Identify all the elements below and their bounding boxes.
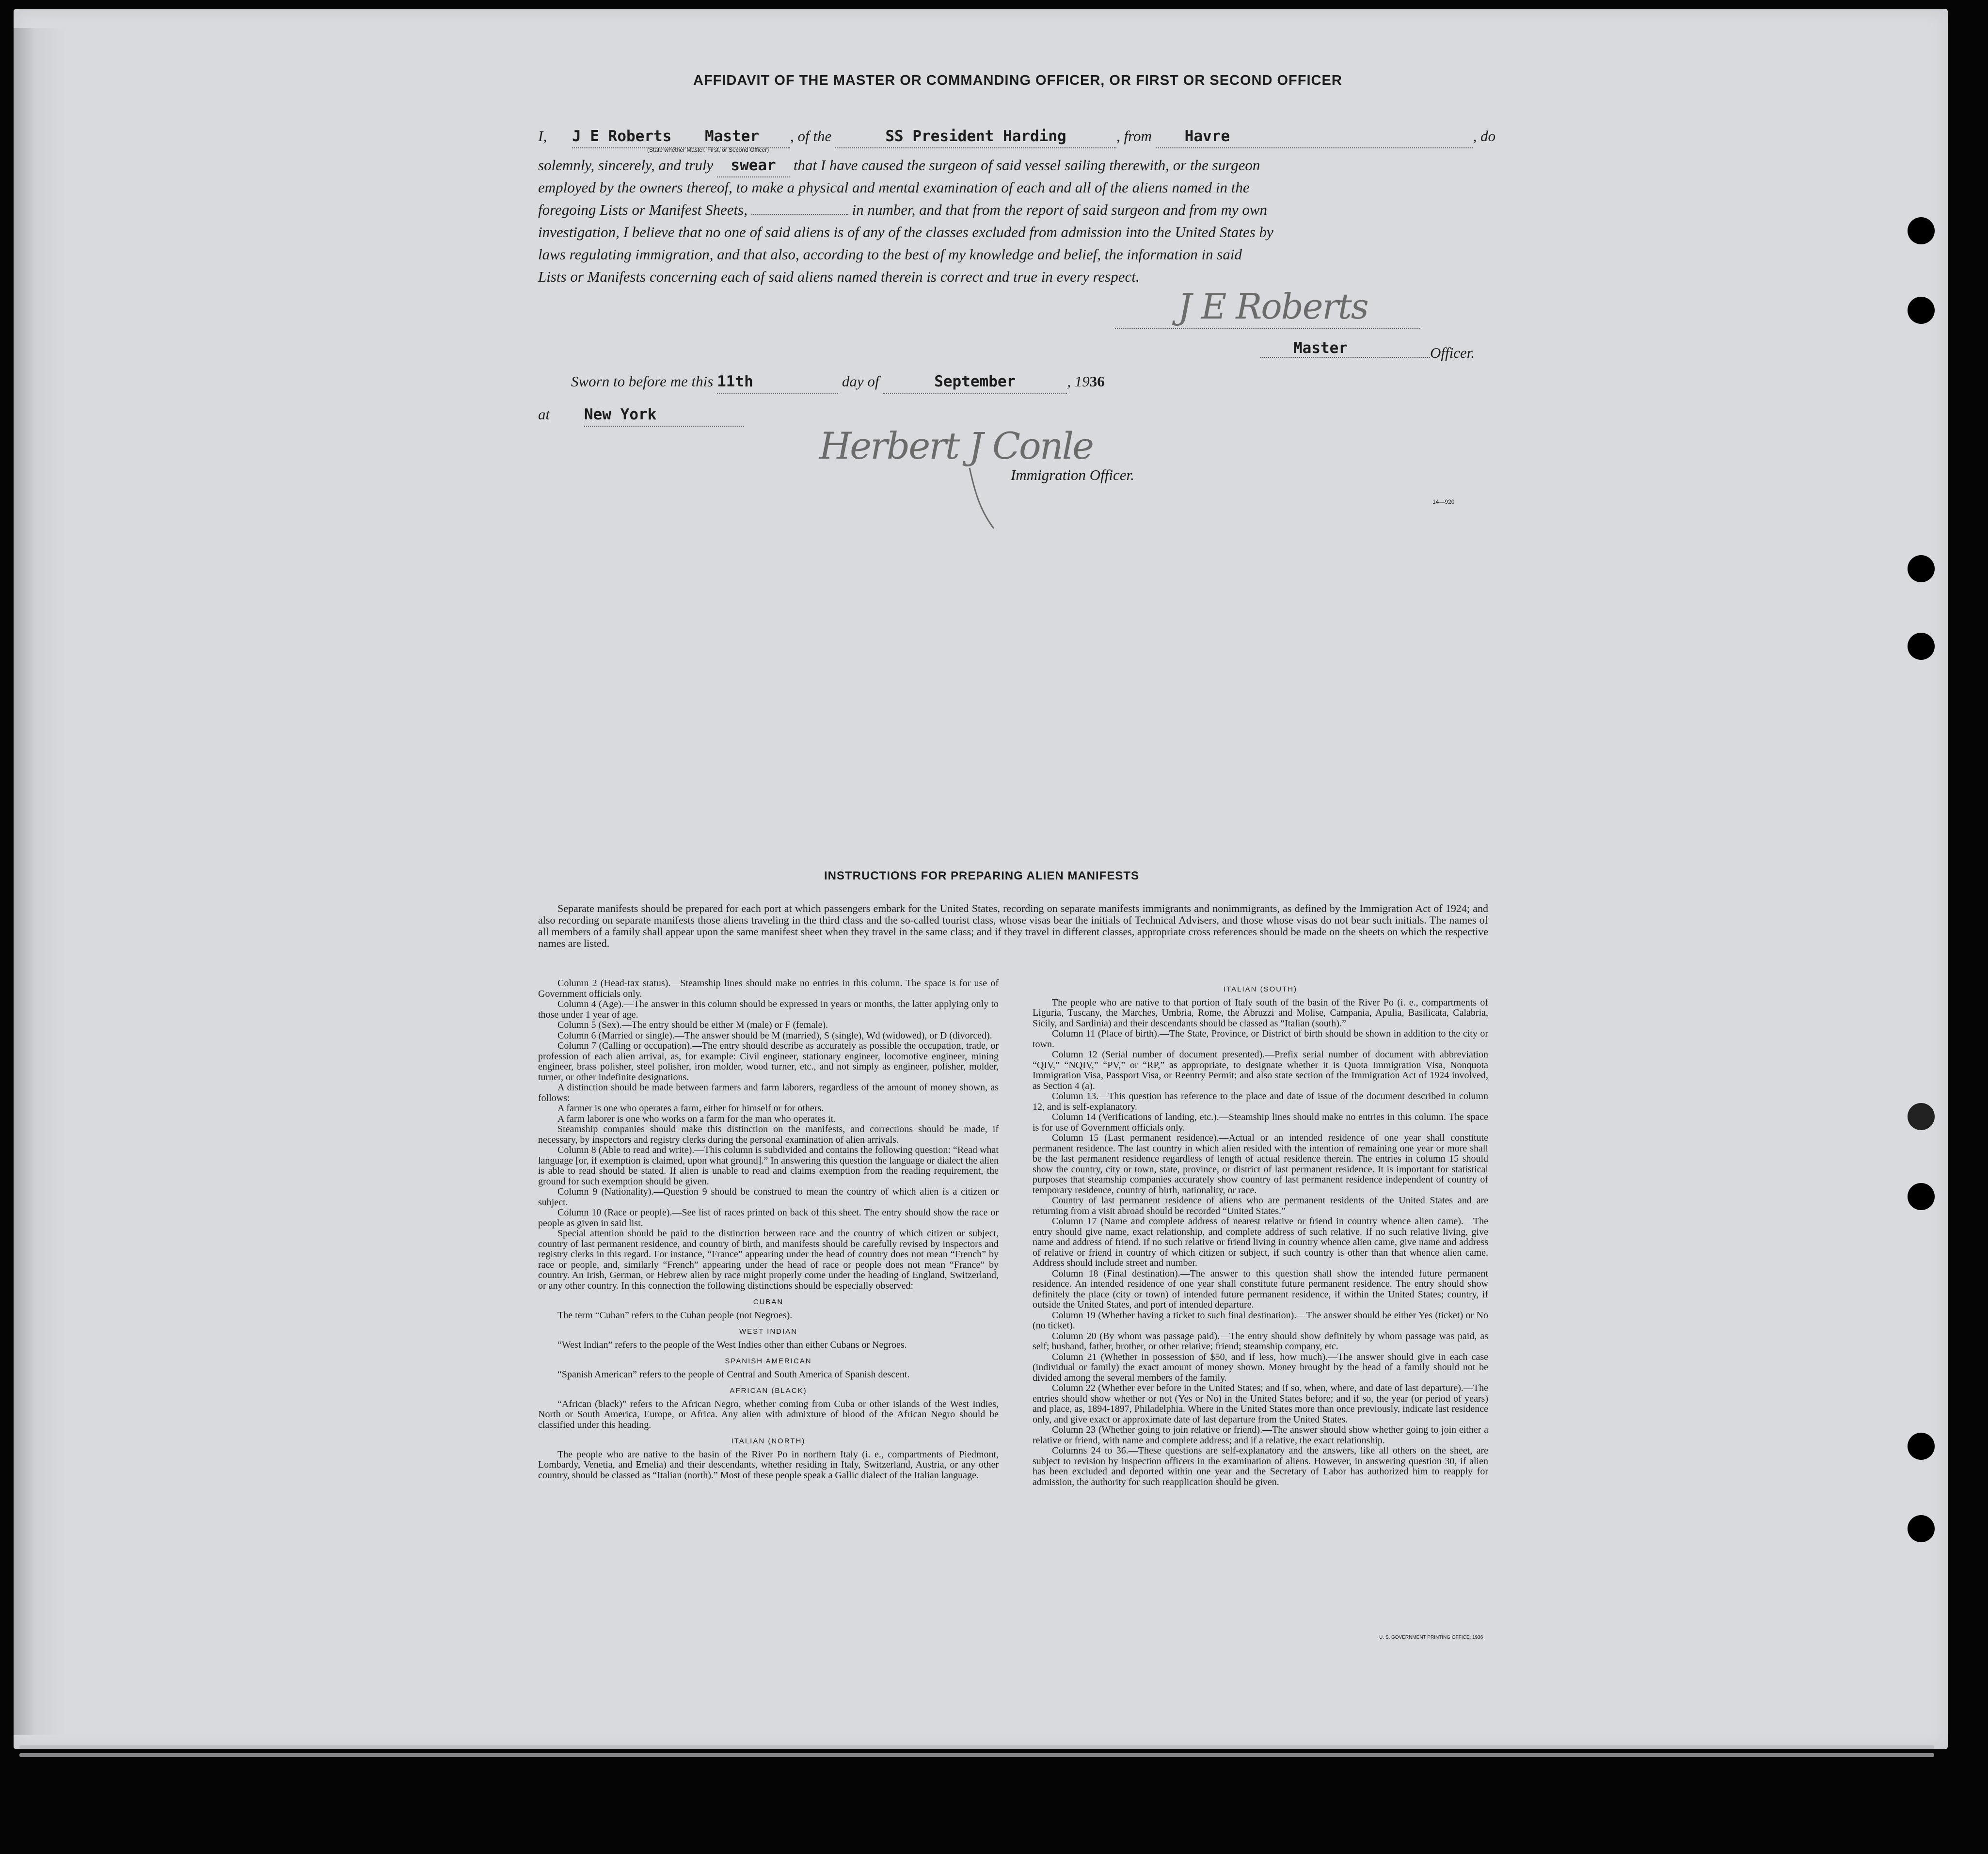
affidavit-line-4 [538, 199, 1267, 221]
affidavit-line-1 [538, 125, 1495, 148]
instruction-paragraph: “West Indian” refers to the people of the West Indies other than either Cubans or Negroes. [557, 1339, 907, 1350]
sworn-month-field: September [883, 370, 1067, 394]
do-text: , do [1473, 128, 1496, 144]
instruction-paragraph: “Spanish American” refers to the people of Central and South America of Spanish descent. [557, 1369, 910, 1380]
rank-note: (State whether Master, First, or Second Officer) [647, 146, 769, 153]
instruction-paragraph: A farmer is one who operates a farm, either for himself or for others. [557, 1103, 824, 1114]
printer-imprint: U. S. GOVERNMENT PRINTING OFFICE: 1936 [1379, 1635, 1483, 1640]
pronoun: I, [538, 128, 547, 144]
count-field [751, 214, 848, 215]
binding-edge [14, 28, 67, 1735]
form-number: 14—920 [1432, 498, 1455, 505]
affidavit-line-3: employed by the owners thereof, to make a physical and mental examination of each and all of the aliens named in the [538, 179, 1250, 196]
instruction-paragraph: Column 4 (Age).—The answer in this column should be expressed in years or months, the latter applying only to those under 1 year of age. [538, 999, 999, 1020]
instruction-paragraph: Columns 24 to 36.—These questions are self-explanatory and the answers, like all others on the sheet, are subject to revision by inspection officers in the examination of aliens. However, in answering question 30, if alien has been excluded and deported within one year and the Secretary of Labor has authorized him to reapply for admission, the authority for such reapplication should be given. [1033, 1445, 1488, 1487]
section-heading: ITALIAN (SOUTH) [1223, 985, 1298, 993]
punch-hole [1908, 1433, 1935, 1460]
master-signature: J E Roberts [1178, 286, 1368, 327]
instruction-paragraph: Special attention should be paid to the distinction between race and the country of which citizen or subject, country of last permanent residence, and country of birth, and manifests should be carefully revised by inspectors and registry clerks in this regard. For instance, “France” appearing under the head of country does not mean “French” by race or people, and, similarly “French” appearing under the head of race or people does not mean “France” by country. An Irish, German, or Hebrew alien by race might properly come under the heading of England, Switzerland, or any other country. In this connection the following distinctions should be especially observed: [538, 1228, 999, 1291]
instruction-paragraph: Column 10 (Race or people).—See list of races printed on back of this sheet. The entry should show the race or people as given in said list. [538, 1207, 999, 1229]
signature-flourish [965, 465, 1008, 533]
instruction-paragraph: Column 21 (Whether in possession of $50, and if less, how much).—The answer should give in each case (individual or family) the exact amount of money shown. Money brought by the head of a family should not be divided among the several members of the family. [1033, 1351, 1488, 1383]
port-field: Havre [1156, 125, 1473, 148]
affidavit-line-6: laws regulating immigration, and that also, according to the best of my knowledge and belief, the information in said [538, 246, 1242, 263]
signature-line [1115, 328, 1420, 329]
instruction-paragraph: A farm laborer is one who works on a farm for the man who operates it. [557, 1113, 836, 1124]
instructions-title: INSTRUCTIONS FOR PREPARING ALIEN MANIFESTS [824, 869, 1140, 882]
instruction-paragraph: Column 13.—This question has reference to the place and date of issue of the document described in column 12, and is self-explanatory. [1033, 1091, 1488, 1112]
punch-hole [1908, 555, 1935, 582]
instruction-paragraph: Column 12 (Serial number of document presented).—Prefix serial number of document with abbreviation “QIV,” “NQIV,” “PV,” or “RP,” as appropriate, to designate whether it is Quota Immigration Visa, Nonquota Immigration Visa, Passport Visa, or Reentry Permit; and also state section of the Immigration Act of 1924 involved, as Section 4 (a). [1033, 1049, 1488, 1091]
year-prefix: , 19 [1067, 373, 1090, 390]
punch-hole [1908, 1103, 1935, 1130]
sworn-place-field: New York [584, 403, 744, 427]
instruction-paragraph: Country of last permanent residence of aliens who are permanent residents of the United States and are returning from a visit abroad should be recorded “United States.” [1033, 1195, 1488, 1216]
section-heading: CUBAN [753, 1298, 784, 1306]
section-heading: SPANISH AMERICAN [725, 1357, 812, 1365]
punch-hole [1908, 633, 1935, 660]
vessel-name-field: SS President Harding [835, 125, 1116, 148]
intro-paragraph: Separate manifests should be prepared for each port at which passengers embark for the United States, recording on separate manifests immigrants and nonimmigrants, as defined by the Immigration Act of 1924; and also recording on separate manifests those aliens traveling in the third class and the so-called tourist class, whose visas bear the initials of Technical Advisers, and those whose visas do not bear such initials. The names of all members of a family shall appear upon the same manifest sheet when they travel in the same class; and if they travel in different classes, appropriate cross references should be made on the sheets on which the respective names are listed. [538, 902, 1488, 949]
section-heading: AFRICAN (BLACK) [730, 1387, 807, 1395]
instruction-paragraph: Column 17 (Name and complete address of nearest relative or friend in country whence alien came).—The entry should give name, exact relationship, and complete address of such relative. If no such relative living, give name and address of friend. If no such relative or friend living in country whence alien came, give name and address of relative or friend in country of which citizen or subject, if such country is other than that whence alien came. Address should include street and number. [1033, 1216, 1488, 1268]
instruction-paragraph: Column 5 (Sex).—The entry should be either M (male) or F (female). [557, 1020, 828, 1030]
instruction-paragraph: The term “Cuban” refers to the Cuban people (not Negroes). [557, 1310, 793, 1321]
officer-rank-row [1260, 339, 1430, 358]
officer-rank-field: Master [1293, 339, 1348, 357]
instruction-paragraph: Column 8 (Able to read and write).—This column is subdivided and contains the following question: “Read what language [or, if exemption is claimed, upon what ground].” In answering this question the language or dialect the alien is able to read should be stated. If alien is unable to read and claims exemption from the reading requirement, the ground for such exemption should be given. [538, 1145, 999, 1187]
instruction-paragraph: Column 19 (Whether having a ticket to such final destination).—The answer should be either Yes (ticket) or No (no ticket). [1033, 1310, 1488, 1331]
instruction-paragraph: Column 18 (Final destination).—The answer to this question shall show the intended future permanent residence. An intended residence of one year shall constitute future permanent residence. The entry should show definitely the place (city or town) of intended future permanent residence, if within the United States; country, if outside the United States, and port of intended departure. [1033, 1268, 1488, 1310]
day-of-text: day of [842, 373, 879, 390]
line2-rest: that I have caused the surgeon of said vessel sailing therewith, or the surgeon [793, 157, 1260, 174]
officer-label: Officer. [1430, 344, 1475, 361]
sworn-place-line [538, 403, 744, 427]
affidavit-title: AFFIDAVIT OF THE MASTER OR COMMANDING OFFICER, OR FIRST OR SECOND OFFICER [693, 73, 1342, 88]
line4-lead: foregoing Lists or Manifest Sheets, [538, 201, 747, 218]
sworn-lead: Sworn to before me this [571, 373, 714, 390]
instruction-paragraph: Column 14 (Verifications of landing, etc.).—Steamship lines should make no entries in this column. The space is for use of Government officials only. [1033, 1112, 1488, 1133]
rank-field: Master [674, 125, 790, 148]
master-name-field: J E Roberts [572, 125, 674, 148]
oath-field: swear [717, 154, 790, 177]
sworn-year: 36 [1089, 373, 1105, 390]
instruction-paragraph: “African (black)” refers to the African Negro, whether coming from Cuba or other islands of the West Indies, North or South America, Europe, or Africa. Any alien with admixture of blood of the African Negro should be classified under this heading. [538, 1398, 999, 1430]
immigration-officer-signature: Herbert J Conle [819, 424, 1093, 467]
instruction-paragraph: Column 2 (Head-tax status).—Steamship lines should make no entries in this column. The space is for use of Government officials only. [538, 978, 999, 999]
instruction-paragraph: Column 15 (Last permanent residence).—Actual or an intended residence of one year shall constitute permanent residence. The last country in which alien resided with the intention of remaining one year or more shall be the last permanent residence regardless of length of actual residence therein. The entries in column 15 should show the country, city or town, state, province, or district of last permanent residence. It is important for statistical purposes that steamship companies accurately show country of last permanent residence independent of country of temporary residence, country of birth, nationality, or race. [1033, 1133, 1488, 1196]
punch-hole [1908, 1515, 1935, 1542]
section-heading: ITALIAN (NORTH) [731, 1437, 806, 1445]
sworn-line [571, 370, 1105, 394]
instruction-paragraph: Column 9 (Nationality).—Question 9 should be construed to mean the country of which alien is a citizen or subject. [538, 1186, 999, 1208]
instructions-intro [538, 903, 1488, 949]
instruction-paragraph: Column 23 (Whether going to join relative or friend).—The answer should show whether going to join either a relative or friend, with name and complete address; and if a relative, the exact relationship. [1033, 1424, 1488, 1446]
affidavit-line-5: investigation, I believe that no one of said aliens is of any of the classes excluded from admission into the United States by [538, 224, 1273, 240]
line4-rest: in number, and that from the report of said surgeon and from my own [852, 201, 1268, 218]
punch-hole [1908, 297, 1935, 324]
line2-lead: solemnly, sincerely, and truly [538, 157, 714, 174]
instruction-paragraph: Column 6 (Married or single).—The answer should be M (married), S (single), Wd (widowed), or D (divorced). [557, 1030, 992, 1041]
affidavit-line-7: Lists or Manifests concerning each of said aliens named therein is correct and true in every respect. [538, 268, 1140, 285]
stacked-page-edge [19, 1745, 1934, 1749]
section-heading: WEST INDIAN [739, 1327, 798, 1336]
immigration-officer-label: Immigration Officer. [1011, 466, 1134, 483]
instruction-paragraph: Column 11 (Place of birth).—The State, Province, or District of birth should be shown in addition to the city or town. [1033, 1028, 1488, 1050]
instruction-paragraph: Column 20 (By whom was passage paid).—The entry should show definitely by whom passage was paid, as self; husband, father, brother, or other relative; friend; steamship company, etc. [1033, 1330, 1488, 1352]
affidavit-line-2 [538, 154, 1260, 177]
instruction-paragraph: Steamship companies should make this distinction on the manifests, and corrections should be made, if necessary, by inspectors and registry clerks during the personal examination of alien arrivals. [538, 1124, 999, 1145]
instruction-paragraph: The people who are native to the basin of the River Po in northern Italy (i. e., compartments of Piedmont, Lombardy, Venetia, and Emelia) and their descendants, whether residing in Italy, Switzerland, Austria, or any other country, should be classed as “Italian (north).” Most of these people speak a Gallic dialect of the Italian language. [538, 1449, 999, 1481]
sworn-day-field: 11th [717, 370, 838, 394]
of-the-text: , of the [790, 128, 832, 144]
instructions-right-column [1033, 978, 1488, 1487]
at-text: at [538, 406, 550, 423]
from-text: , from [1116, 128, 1152, 144]
stacked-page-edge [19, 1753, 1934, 1757]
instructions-left-column [538, 978, 999, 1481]
punch-hole [1908, 217, 1935, 244]
instruction-paragraph: Column 7 (Calling or occupation).—The entry should describe as accurately as possible the occupation, trade, or profession of each alien arrival, as, for example: Civil engineer, stationary engineer, locomotive engineer, mining engineer, brass polisher, steel polisher, iron molder, wood turner, etc., and not simply as engineer, polisher, molder, turner, or other indefinite designations. [538, 1040, 999, 1083]
punch-hole [1908, 1183, 1935, 1210]
instruction-paragraph: Column 22 (Whether ever before in the United States; and if so, when, where, and date of last departure).—The entries should show whether or not (Yes or No) in the United States before; and if so, the year (or period of years) and place, as, 1894-1897, Philadelphia. Where in the United States more than once previously, indicate last residence only, and give exact or approximate date of last departure from the United States. [1033, 1383, 1488, 1425]
instruction-paragraph: A distinction should be made between farmers and farm laborers, regardless of the amount of money shown, as follows: [538, 1082, 999, 1103]
instruction-paragraph: The people who are native to that portion of Italy south of the basin of the River Po (i. e., compartments of Liguria, Tuscany, the Marches, Umbria, Rome, the Abruzzi and Molise, Campania, Apulia, Basilicata, Calabria, Sicily, and Sardinia) and their descendants should be classed as “Italian (south).” [1033, 997, 1488, 1029]
